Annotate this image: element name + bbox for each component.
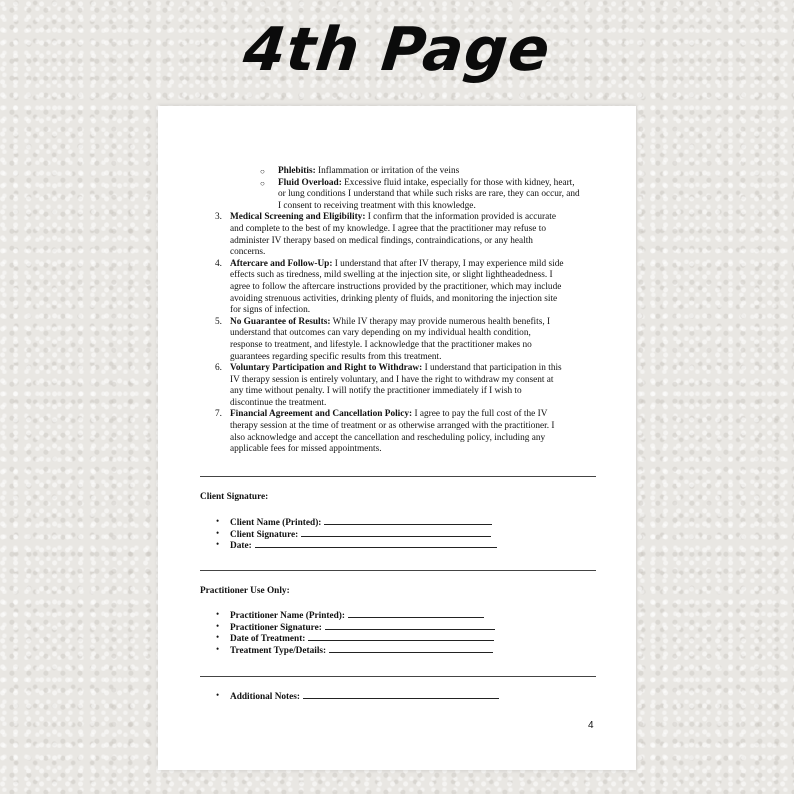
date-line[interactable] — [255, 539, 497, 548]
item-line: response to treatment, and lifestyle. I acknowledge that the practitioner makes no — [230, 339, 532, 350]
date-of-treatment-field[interactable] — [200, 632, 596, 644]
item-line: concerns. — [230, 247, 266, 258]
date-of-treatment-line[interactable] — [308, 632, 494, 641]
circle-bullet-icon: ○ — [260, 167, 265, 176]
item-text: I understand that participation in this — [422, 363, 562, 374]
bullet-icon: • — [216, 690, 220, 700]
item-line: discontinue the treatment. — [230, 397, 327, 408]
item-line: understand that outcomes can vary depending on my individual health condition, — [230, 328, 531, 339]
item-line: effects such as tiredness, mild swelling at the injection site, or slight lightheadedness. I — [230, 270, 553, 281]
numbered-item-3 — [200, 212, 596, 258]
bullet-icon: • — [216, 527, 220, 538]
divider — [200, 476, 596, 477]
divider — [200, 570, 596, 571]
item-line: IV therapy session is entirely voluntary, and I have the right to withdraw my consent at — [230, 374, 554, 385]
item-line: and complete to the best of my knowledge. I agree that the practitioner may refuse to — [230, 223, 546, 234]
banner-title: 4th Page — [240, 15, 554, 85]
item-line: for signs of infection. — [230, 305, 311, 316]
client-fields — [200, 516, 596, 551]
item-line: therapy session at the time of treatment or as otherwise arranged with the practitioner. I — [230, 421, 555, 432]
item-line: any time without penalty. I will notify the practitioner immediately if I wish to — [230, 386, 522, 397]
field-label: Practitioner Name (Printed): — [230, 611, 345, 621]
item-number: 4. — [215, 258, 222, 269]
item-heading: Aftercare and Follow-Up: — [230, 258, 333, 269]
item-line: applicable fees for missed appointments. — [230, 444, 382, 455]
notes-fields — [200, 690, 596, 702]
practitioner-use-heading: Practitioner Use Only: — [200, 586, 290, 596]
numbered-item-7 — [200, 409, 596, 455]
client-name-line[interactable] — [324, 516, 492, 525]
item-line: agree to follow the aftercare instructions provided by the practitioner, which may include — [230, 281, 562, 292]
item-text: I understand that after IV therapy, I may experience mild side — [332, 258, 564, 269]
additional-notes-field[interactable] — [200, 690, 596, 702]
item-heading: Voluntary Participation and Right to Withdraw: — [230, 363, 423, 374]
treatment-type-field[interactable] — [200, 644, 596, 656]
bullet-icon: • — [216, 632, 220, 643]
item-number: 5. — [215, 316, 222, 327]
field-label: Practitioner Signature: — [230, 622, 322, 633]
item-line: guarantees regarding specific results from this treatment. — [230, 351, 442, 362]
item-line: also acknowledge and accept the cancellation and rescheduling policy, including any — [230, 432, 546, 443]
field-label: Client Signature: — [230, 529, 299, 540]
circle-bullet-icon: ○ — [260, 178, 265, 188]
item-text: While IV therapy may provide numerous health benefits, I — [330, 316, 551, 327]
client-name-field[interactable] — [200, 516, 596, 528]
consent-form-page — [158, 106, 636, 770]
item-heading: Medical Screening and Eligibility: — [230, 212, 366, 223]
bullet-icon: • — [216, 620, 220, 631]
item-number: 6. — [215, 363, 222, 374]
bullet-icon: • — [216, 643, 220, 654]
numbered-item-5 — [200, 317, 596, 363]
additional-notes-line[interactable] — [303, 690, 499, 699]
item-line: avoiding strenuous activities, drinking plenty of fluids, and monitoring the injection site — [230, 293, 558, 304]
practitioner-signature-field[interactable] — [200, 621, 596, 633]
practitioner-fields — [200, 609, 596, 655]
date-field[interactable] — [200, 539, 596, 551]
treatment-type-line[interactable] — [329, 644, 493, 653]
sub-item-text: Inflammation or irritation of the veins — [315, 166, 460, 176]
consent-terms — [200, 166, 596, 456]
practitioner-name-field[interactable] — [200, 609, 596, 621]
client-signature-field[interactable] — [200, 528, 596, 540]
sub-item-phlebitis — [200, 166, 596, 178]
item-heading: No Guarantee of Results: — [230, 316, 331, 327]
field-label: Date of Treatment: — [230, 634, 306, 645]
sub-item-text: Excessive fluid intake, especially for those with kidney, heart, — [341, 177, 575, 188]
item-heading: Financial Agreement and Cancellation Policy: — [230, 409, 413, 420]
sub-item-term: Fluid Overload: — [278, 177, 342, 188]
field-label: Additional Notes: — [230, 692, 300, 702]
field-label: Treatment Type/Details: — [230, 645, 327, 656]
item-text: I confirm that the information provided is accurate — [365, 212, 556, 223]
field-label: Date: — [230, 541, 252, 552]
practitioner-name-line[interactable] — [348, 609, 484, 618]
sub-item-term: Phlebitis: — [278, 166, 316, 176]
item-number: 7. — [215, 409, 222, 420]
bullet-icon: • — [216, 609, 220, 619]
page-number: 4 — [588, 720, 594, 731]
numbered-item-6 — [200, 363, 596, 409]
sub-item-line: I consent to receiving treatment with this knowledge. — [278, 200, 476, 211]
item-number: 3. — [215, 212, 222, 223]
bullet-icon: • — [216, 539, 220, 550]
bullet-icon: • — [216, 516, 220, 526]
numbered-item-4 — [200, 259, 596, 317]
sub-item-line: or lung conditions I understand that while such risks are rare, they can occur, and — [278, 189, 580, 200]
practitioner-signature-line[interactable] — [325, 621, 495, 630]
treatment-details-line[interactable] — [200, 676, 596, 677]
field-label: Client Name (Printed): — [230, 518, 322, 528]
client-signature-heading: Client Signature: — [200, 492, 269, 502]
item-line: administer IV therapy based on medical findings, contraindications, or any health — [230, 235, 533, 246]
client-signature-line[interactable] — [301, 528, 491, 537]
sub-item-fluid-overload — [200, 178, 596, 213]
item-text: I agree to pay the full cost of the IV — [412, 409, 548, 420]
